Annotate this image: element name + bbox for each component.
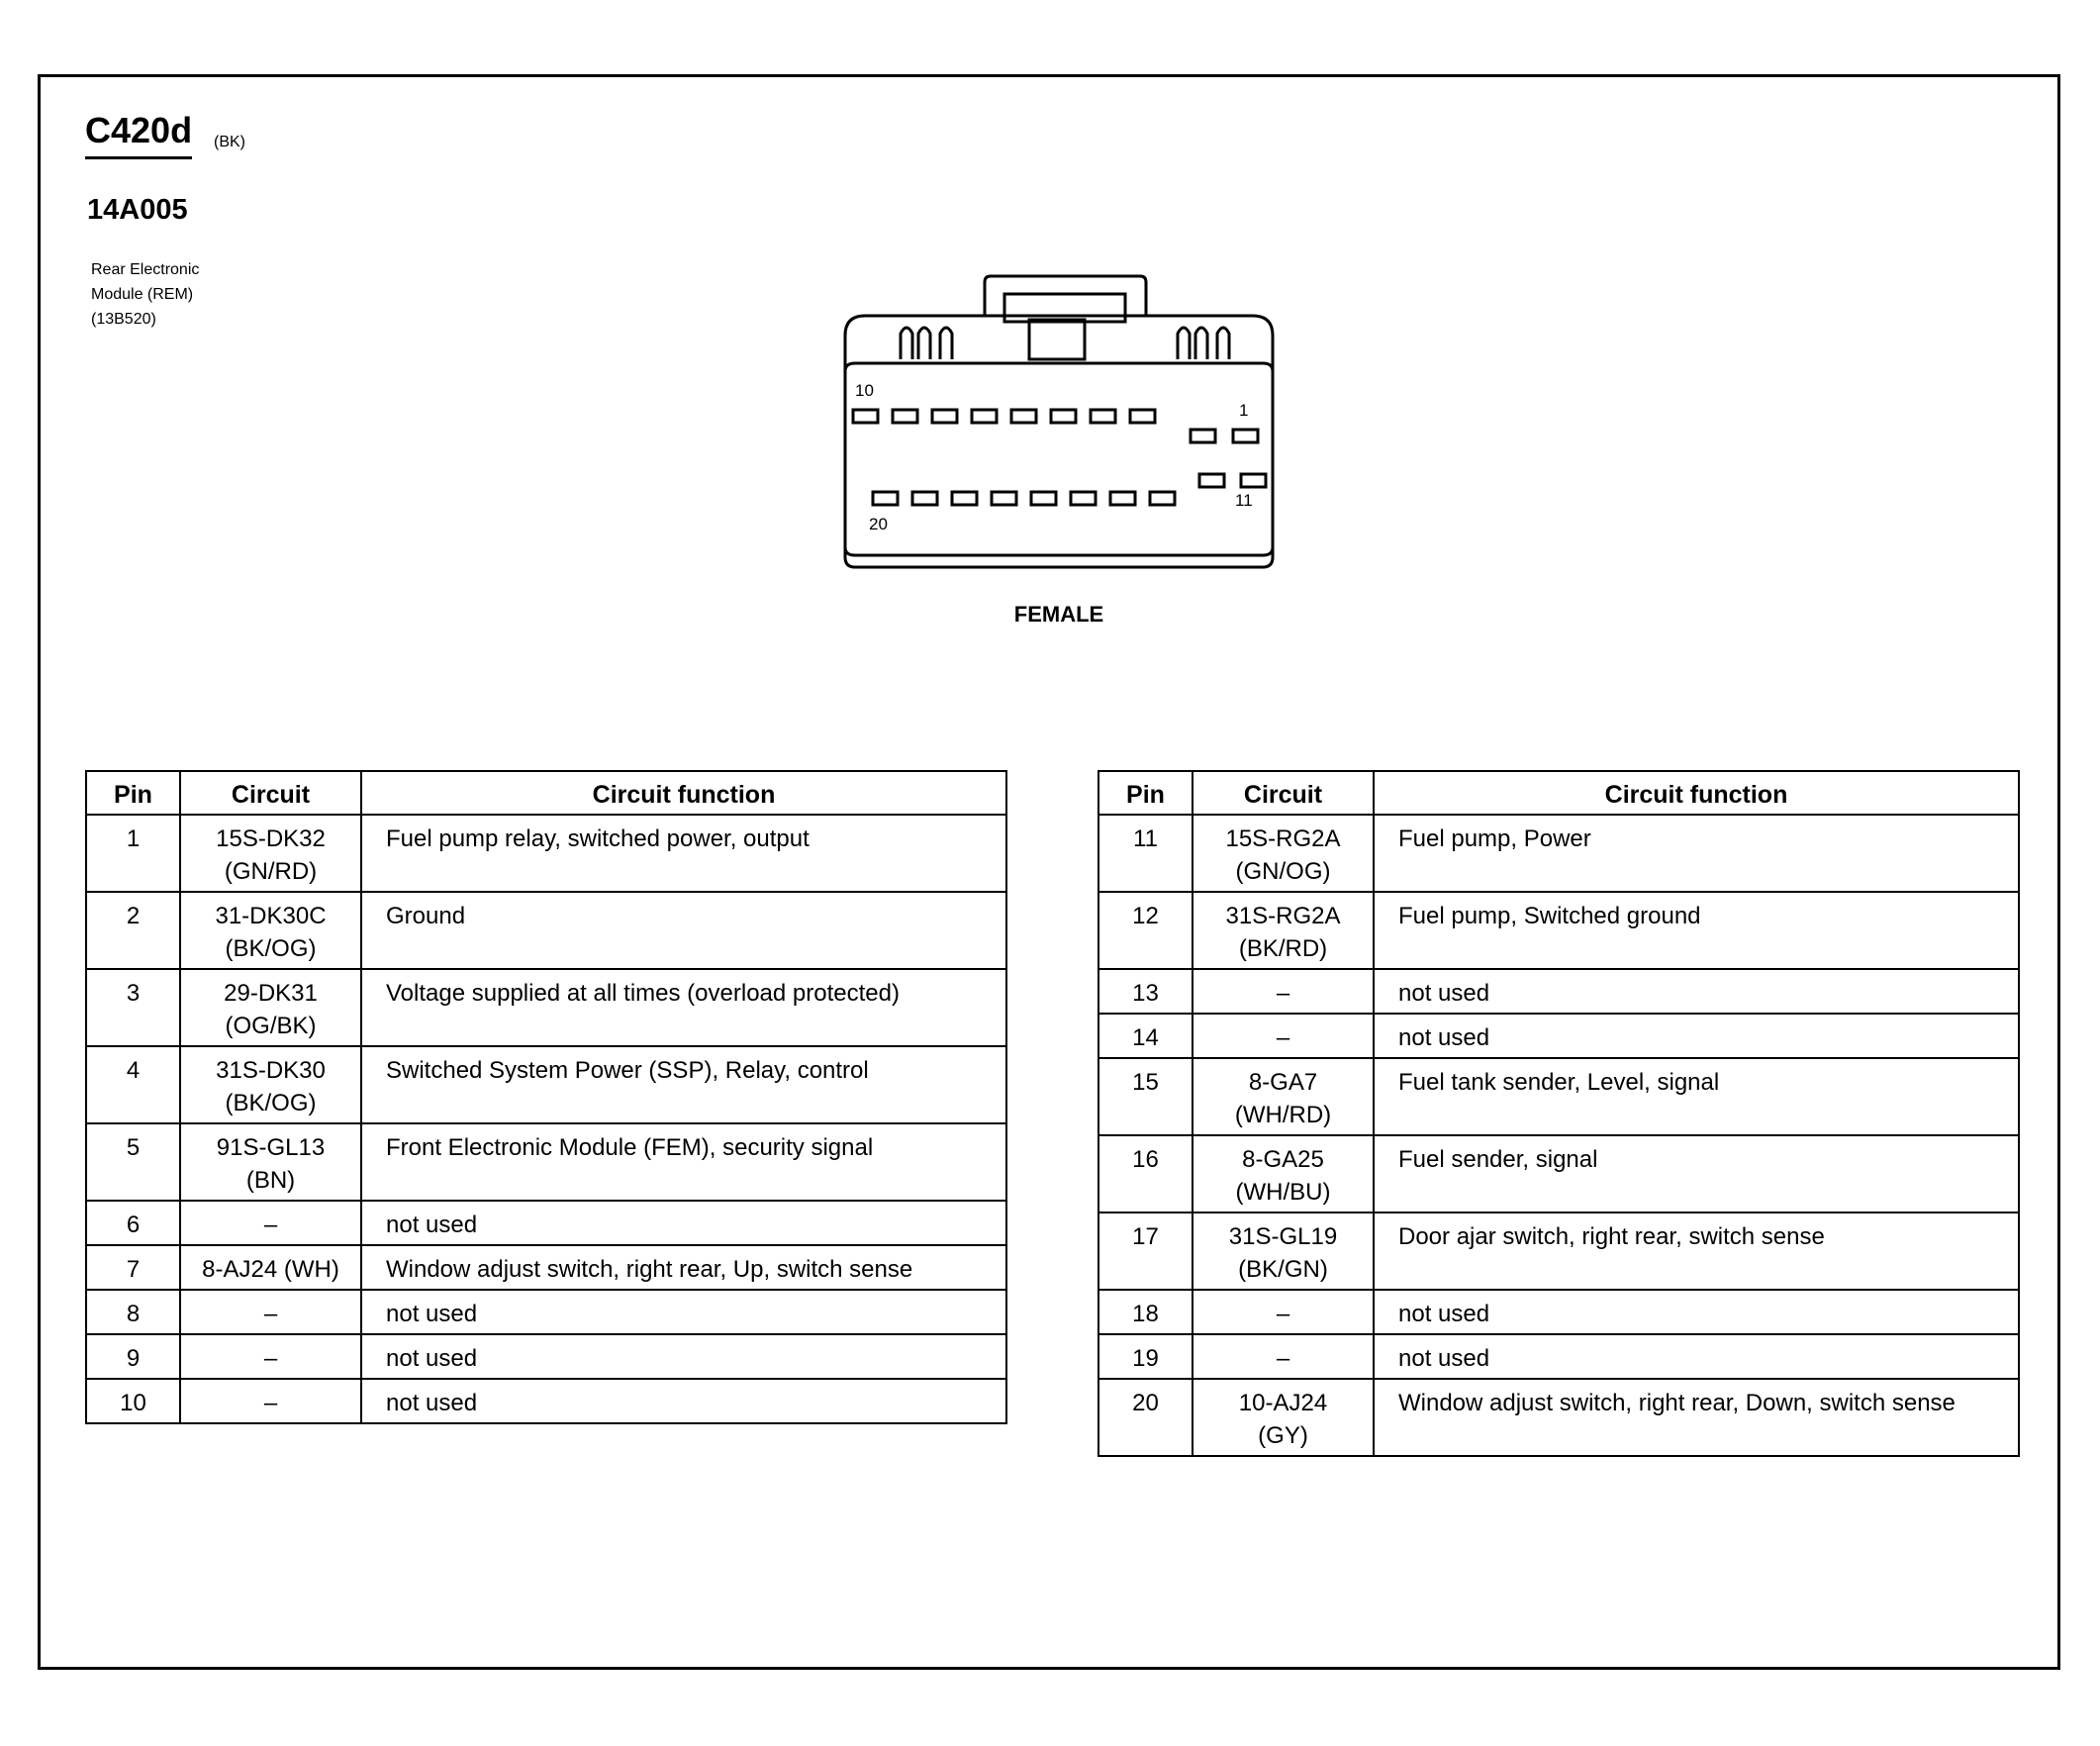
circuit-function: Fuel pump, Power: [1374, 815, 2019, 892]
circuit-code: 31S-RG2A: [1225, 903, 1341, 929]
pin-number: 5: [86, 1123, 180, 1201]
wire-color: (BK/OG): [225, 935, 317, 962]
circuit-function: not used: [361, 1201, 1006, 1245]
circuit-function: Fuel pump, Switched ground: [1374, 892, 2019, 969]
part-number: 14A005: [87, 194, 188, 226]
circuit-code: –: [263, 1345, 278, 1372]
circuit-function: Fuel sender, signal: [1374, 1135, 2019, 1212]
connector-face: [845, 363, 1273, 371]
header-circuit: Circuit: [180, 771, 361, 815]
wire-color: (BK/RD): [1238, 935, 1328, 962]
circuit-code: –: [1276, 1024, 1290, 1051]
pin-cavity-18: [952, 492, 977, 505]
circuit-code: 15S-RG2A: [1225, 825, 1341, 852]
table-header-row: [1098, 771, 2019, 815]
pin-number: 3: [86, 969, 180, 1046]
pin-cavity-19: [912, 492, 937, 505]
pin-number: 17: [1098, 1212, 1193, 1290]
circuit-function: not used: [1374, 969, 2019, 1014]
circuit-code: 10-AJ24: [1238, 1390, 1328, 1416]
pin-row: [1098, 815, 2019, 892]
circuit-function: not used: [361, 1334, 1006, 1379]
module-line: Rear Electronic: [91, 261, 200, 278]
circuit-function: not used: [361, 1290, 1006, 1334]
circuit-code: 31-DK30C: [215, 903, 327, 929]
pin-cavity-11: [1241, 474, 1266, 487]
connector-face-drawing: [841, 272, 1277, 581]
pin-row: [86, 1201, 1006, 1245]
pin-row: [86, 815, 1006, 892]
circuit-function: Front Electronic Module (FEM), security signal: [361, 1123, 1006, 1201]
circuit-function: Fuel pump relay, switched power, output: [361, 815, 1006, 892]
pin-cavity-8: [932, 410, 957, 423]
pin-cavity-13: [1150, 492, 1175, 505]
circuit-cell: [180, 1290, 361, 1334]
module-line: (13B520): [91, 311, 156, 328]
pin-row: [1098, 969, 2019, 1014]
pin-cavity-20: [873, 492, 898, 505]
pin-row: [86, 892, 1006, 969]
circuit-cell: [1193, 892, 1374, 969]
circuit-function: not used: [1374, 1014, 2019, 1058]
pin-row: [86, 1379, 1006, 1423]
circuit-cell: [1193, 1212, 1374, 1290]
wire-color: (BK/OG): [225, 1090, 317, 1116]
circuit-function: Window adjust switch, right rear, Down, switch sense: [1374, 1379, 2019, 1456]
circuit-function: Voltage supplied at all times (overload protected): [361, 969, 1006, 1046]
pin-cavity-14: [1110, 492, 1135, 505]
pin-number: 2: [86, 892, 180, 969]
pin-cavity-1: [1233, 430, 1258, 442]
header-pin: Pin: [86, 771, 180, 815]
pin-row: [1098, 1014, 2019, 1058]
pin-row: [86, 969, 1006, 1046]
circuit-cell: [180, 1123, 361, 1201]
circuit-code: 31S-DK30: [216, 1057, 326, 1084]
header-function: Circuit function: [361, 771, 1006, 815]
pinout-table-right: [1098, 770, 2020, 1457]
circuit-code: –: [263, 1301, 278, 1327]
pin-row: [1098, 892, 2019, 969]
circuit-code: 91S-GL13: [216, 1134, 326, 1161]
pin-cavity-5: [1051, 410, 1076, 423]
circuit-cell: [180, 969, 361, 1046]
connector-latch: [985, 276, 1146, 316]
pin-cavity-2: [1191, 430, 1215, 442]
circuit-code: 8-GA7: [1248, 1069, 1318, 1096]
connector-color-code: (BK): [214, 134, 245, 150]
pin-row: [86, 1334, 1006, 1379]
wire-color: (WH/RD): [1234, 1102, 1332, 1128]
pin-number: 8: [86, 1290, 180, 1334]
pin-number: 9: [86, 1334, 180, 1379]
pinout-table-left: [85, 770, 1007, 1424]
header-pin: Pin: [1098, 771, 1193, 815]
circuit-cell: [1193, 969, 1374, 1014]
pin-cavity-10: [853, 410, 878, 423]
pin-cavity-9: [893, 410, 917, 423]
pin-number: 7: [86, 1245, 180, 1290]
rib-post: [901, 328, 912, 359]
connector-gender: FEMALE: [1013, 602, 1104, 627]
circuit-cell: [180, 1245, 361, 1290]
wire-color: (GN/RD): [224, 858, 318, 885]
pin-cavity-4: [1091, 410, 1115, 423]
latch-tab: [1029, 320, 1085, 359]
rib-post: [1178, 328, 1190, 359]
circuit-code: –: [263, 1212, 278, 1238]
circuit-cell: [1193, 1379, 1374, 1456]
wire-color: (BN): [245, 1167, 296, 1194]
circuit-code: 8-GA25: [1242, 1146, 1324, 1173]
wire-color: (OG/BK): [225, 1013, 317, 1039]
pin-number: 19: [1098, 1334, 1193, 1379]
pin-cavity-3: [1130, 410, 1155, 423]
circuit-cell: [180, 1379, 361, 1423]
circuit-cell: [180, 815, 361, 892]
pin-cavity-7: [972, 410, 997, 423]
rib-post: [940, 328, 952, 359]
pin-number: 12: [1098, 892, 1193, 969]
pin-number: 11: [1098, 815, 1193, 892]
circuit-cell: [1193, 1334, 1374, 1379]
circuit-code: –: [1276, 980, 1290, 1007]
circuit-cell: [180, 1334, 361, 1379]
module-line: Module (REM): [91, 286, 194, 303]
pin-number: 4: [86, 1046, 180, 1123]
circuit-cell: [180, 1201, 361, 1245]
pin-row: [1098, 1135, 2019, 1212]
pin-number: 10: [86, 1379, 180, 1423]
circuit-cell: [180, 892, 361, 969]
pin-number: 15: [1098, 1058, 1193, 1135]
latch-window: [1004, 294, 1125, 322]
pin-number: 13: [1098, 969, 1193, 1014]
header-function: Circuit function: [1374, 771, 2019, 815]
pin-cavity-15: [1071, 492, 1096, 505]
pin-number: 14: [1098, 1014, 1193, 1058]
pin-cavity-6: [1011, 410, 1036, 423]
circuit-function: not used: [361, 1379, 1006, 1423]
circuit-cell: [180, 1046, 361, 1123]
circuit-code: –: [1276, 1345, 1290, 1372]
circuit-function: Window adjust switch, right rear, Up, switch sense: [361, 1245, 1006, 1290]
pin-label-20: 20: [869, 515, 888, 534]
pin-row: [1098, 1334, 2019, 1379]
pin-number: 1: [86, 815, 180, 892]
circuit-cell: [1193, 1135, 1374, 1212]
connector-id: C420d: [85, 111, 192, 159]
pin-row: [1098, 1379, 2019, 1456]
circuit-function: Fuel tank sender, Level, signal: [1374, 1058, 2019, 1135]
pin-row: [86, 1123, 1006, 1201]
circuit-code: 8-AJ24 (WH): [202, 1256, 339, 1283]
circuit-cell: [1193, 815, 1374, 892]
pin-row: [1098, 1058, 2019, 1135]
circuit-cell: [1193, 1290, 1374, 1334]
wire-color: (BK/GN): [1238, 1256, 1328, 1283]
pin-label-1: 1: [1239, 401, 1249, 420]
pin-cavity-12: [1199, 474, 1224, 487]
pin-row: [86, 1046, 1006, 1123]
pin-cavity-17: [992, 492, 1016, 505]
pin-label-10: 10: [855, 381, 874, 400]
header-circuit: Circuit: [1193, 771, 1374, 815]
circuit-function: Switched System Power (SSP), Relay, control: [361, 1046, 1006, 1123]
circuit-code: –: [1276, 1301, 1290, 1327]
pin-number: 16: [1098, 1135, 1193, 1212]
pin-row: [86, 1245, 1006, 1290]
wire-color: (WH/BU): [1235, 1179, 1331, 1206]
pin-row: [1098, 1212, 2019, 1290]
circuit-function: Ground: [361, 892, 1006, 969]
circuit-code: 31S-GL19: [1228, 1223, 1338, 1250]
circuit-cell: [1193, 1014, 1374, 1058]
module-description: [91, 257, 199, 332]
circuit-function: not used: [1374, 1290, 2019, 1334]
rib-post: [1195, 328, 1207, 359]
circuit-cell: [1193, 1058, 1374, 1135]
circuit-function: not used: [1374, 1334, 2019, 1379]
rib-post: [1217, 328, 1229, 359]
circuit-function: Door ajar switch, right rear, switch sense: [1374, 1212, 2019, 1290]
rib-post: [918, 328, 930, 359]
pin-number: 6: [86, 1201, 180, 1245]
pin-label-11: 11: [1235, 491, 1253, 510]
pin-row: [86, 1290, 1006, 1334]
circuit-code: 29-DK31: [224, 980, 318, 1007]
wire-color: (GN/OG): [1235, 858, 1331, 885]
pin-number: 20: [1098, 1379, 1193, 1456]
table-header-row: [86, 771, 1006, 815]
wire-color: (GY): [1258, 1422, 1308, 1449]
connector-bottom-rim: [845, 547, 1273, 555]
pin-number: 18: [1098, 1290, 1193, 1334]
circuit-code: 15S-DK32: [216, 825, 326, 852]
pin-row: [1098, 1290, 2019, 1334]
pin-cavity-16: [1031, 492, 1056, 505]
circuit-code: –: [263, 1390, 278, 1416]
